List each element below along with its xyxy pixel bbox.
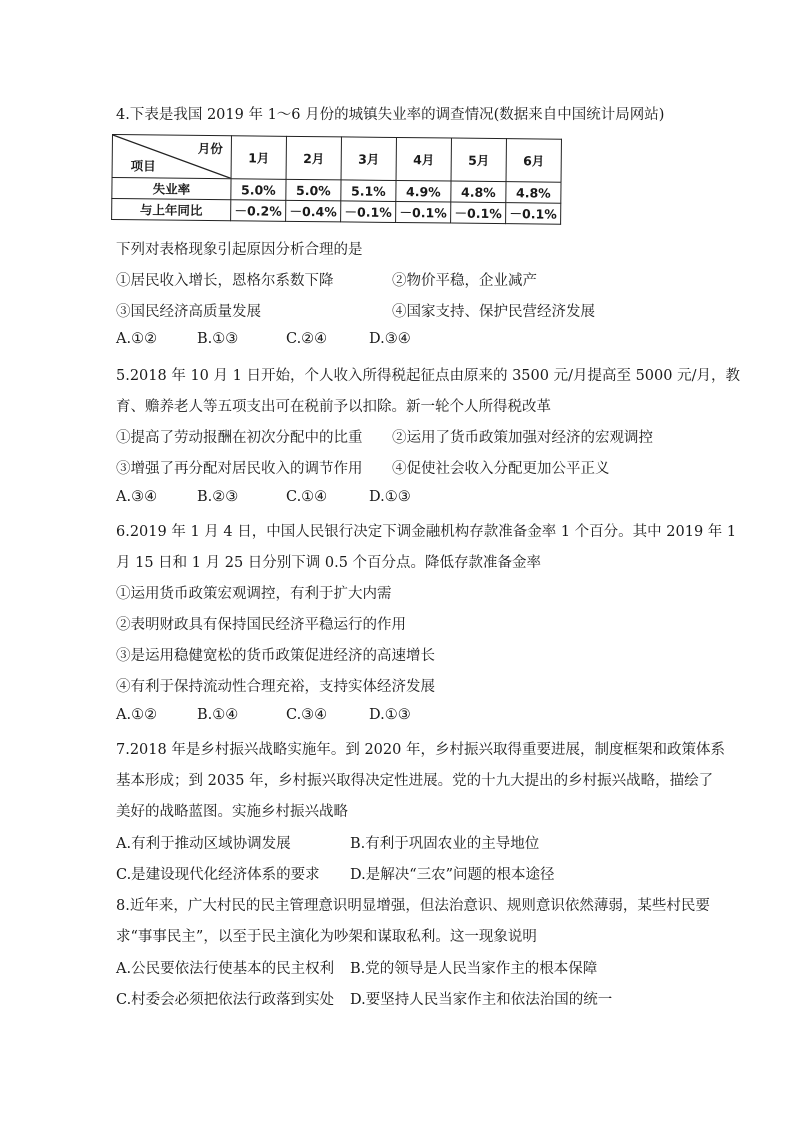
q4-item-3: ③国民经济高质量发展	[116, 304, 261, 320]
table-cell: 4.8%	[506, 182, 561, 204]
q7-stem-line3: 美好的战略蓝图。实施乡村振兴战略	[116, 804, 348, 820]
q6-item-3: ③是运用稳健宽松的货币政策促进经济的高速增长	[116, 648, 435, 664]
table-cell: －0.4%	[286, 200, 341, 222]
q7-choice-b[interactable]: B.有利于巩固农业的主导地位	[350, 836, 540, 852]
q6-choice-d[interactable]: D.①③	[369, 707, 411, 723]
q5-item-2: ②运用了货币政策加强对经济的宏观调控	[392, 430, 653, 446]
q5-item-3: ③增强了再分配对居民收入的调节作用	[116, 461, 363, 477]
month-header: 4月	[396, 137, 451, 181]
q4-choice-a[interactable]: A.①②	[116, 331, 158, 347]
q4-choice-d[interactable]: D.③④	[369, 331, 411, 347]
q4-item-4: ④国家支持、保护民营经济发展	[392, 304, 595, 320]
table-cell: 4.9%	[396, 180, 451, 202]
row-label: 与上年同比	[112, 199, 231, 221]
table-header-row	[112, 135, 561, 183]
table-cell: 5.1%	[341, 180, 396, 202]
q4-choice-b[interactable]: B.①③	[197, 331, 239, 347]
q8-choice-a[interactable]: A.公民要依法行使基本的民主权利	[116, 961, 335, 977]
month-header: 3月	[341, 137, 396, 181]
q7-choice-a[interactable]: A.有利于推动区域协调发展	[116, 836, 291, 852]
table-cell: －0.1%	[396, 201, 451, 223]
table-cell: 5.0%	[286, 179, 341, 201]
q8-stem-line1: 8.近年来，广大村民的民主管理意识明显增强，但法治意识、规则意识依然薄弱，某些村民要	[116, 898, 710, 914]
q6-item-4: ④有利于保持流动性合理充裕，支持实体经济发展	[116, 679, 435, 695]
q7-stem-line1: 7.2018 年是乡村振兴战略实施年。到 2020 年，乡村振兴取得重要进展，制度框架和政策体系	[116, 742, 725, 758]
q5-choice-a[interactable]: A.③④	[116, 489, 158, 505]
q6-item-1: ①运用货币政策宏观调控，有利于扩大内需	[116, 586, 392, 602]
month-header: 6月	[506, 139, 561, 183]
q7-choice-d[interactable]: D.是解决“三农”问题的根本途径	[350, 867, 555, 883]
q6-stem-line1: 6.2019 年 1 月 4 日，中国人民银行决定下调金融机构存款准备金率 1 个百分。其中 2019 年 1	[116, 524, 737, 540]
q8-choice-b[interactable]: B.党的领导是人民当家作主的根本保障	[350, 961, 598, 977]
table-corner-cell	[112, 135, 231, 179]
table-row	[112, 199, 561, 225]
q5-choice-b[interactable]: B.②③	[197, 489, 239, 505]
table-cell: －0.2%	[231, 200, 286, 222]
table-cell: 4.8%	[451, 181, 506, 203]
q6-item-2: ②表明财政具有保持国民经济平稳运行的作用	[116, 617, 406, 633]
q5-item-1: ①提高了劳动报酬在初次分配中的比重	[116, 430, 363, 446]
q8-stem-line2: 求“事事民主”，以至于民主演化为吵架和谋取私利。这一现象说明	[116, 929, 537, 945]
unemployment-table	[111, 134, 562, 225]
q6-stem-line2: 月 15 日和 1 月 25 日分别下调 0.5 个百分点。降低存款准备金率	[116, 555, 542, 571]
q8-choice-c[interactable]: C.村委会必须把依法行政落到实处	[116, 992, 335, 1008]
row-label: 失业率	[112, 178, 231, 200]
q4-choice-c[interactable]: C.②④	[286, 331, 328, 347]
table-cell: －0.1%	[506, 203, 561, 225]
q5-stem-line2: 育、赡养老人等五项支出可在税前予以扣除。新一轮个人所得税改革	[116, 399, 551, 415]
q6-choice-a[interactable]: A.①②	[116, 707, 158, 723]
q4-stem: 4.下表是我国 2019 年 1～6 月份的城镇失业率的调查情况(数据来自中国统计局网站)	[116, 107, 665, 123]
month-header: 2月	[286, 136, 341, 180]
q6-choice-c[interactable]: C.③④	[286, 707, 328, 723]
table-cell: －0.1%	[451, 202, 506, 224]
q7-stem-line2: 基本形成；到 2035 年，乡村振兴取得决定性进展。党的十九大提出的乡村振兴战略，描绘了	[116, 773, 714, 789]
corner-item-label: 项目	[130, 158, 156, 174]
q5-item-4: ④促使社会收入分配更加公平正义	[392, 461, 610, 477]
q4-item-2: ②物价平稳，企业减产	[392, 273, 537, 289]
q6-choice-b[interactable]: B.①④	[197, 707, 239, 723]
q8-choice-d[interactable]: D.要坚持人民当家作主和依法治国的统一	[350, 992, 613, 1008]
q5-choice-d[interactable]: D.①③	[369, 489, 411, 505]
q5-choice-c[interactable]: C.①④	[286, 489, 328, 505]
q4-item-1: ①居民收入增长，恩格尔系数下降	[116, 273, 334, 289]
month-header: 5月	[451, 138, 506, 182]
q7-choice-c[interactable]: C.是建设现代化经济体系的要求	[116, 867, 320, 883]
table-cell: －0.1%	[341, 201, 396, 223]
corner-month-label: 月份	[197, 140, 223, 157]
q5-stem-line1: 5.2018 年 10 月 1 日开始，个人收入所得税起征点由原来的 3500 元/月提高至 5000 元/月，教	[116, 368, 740, 384]
table-cell: 5.0%	[231, 179, 286, 201]
month-header: 1月	[231, 136, 286, 180]
q4-prompt: 下列对表格现象引起原因分析合理的是	[116, 242, 363, 258]
